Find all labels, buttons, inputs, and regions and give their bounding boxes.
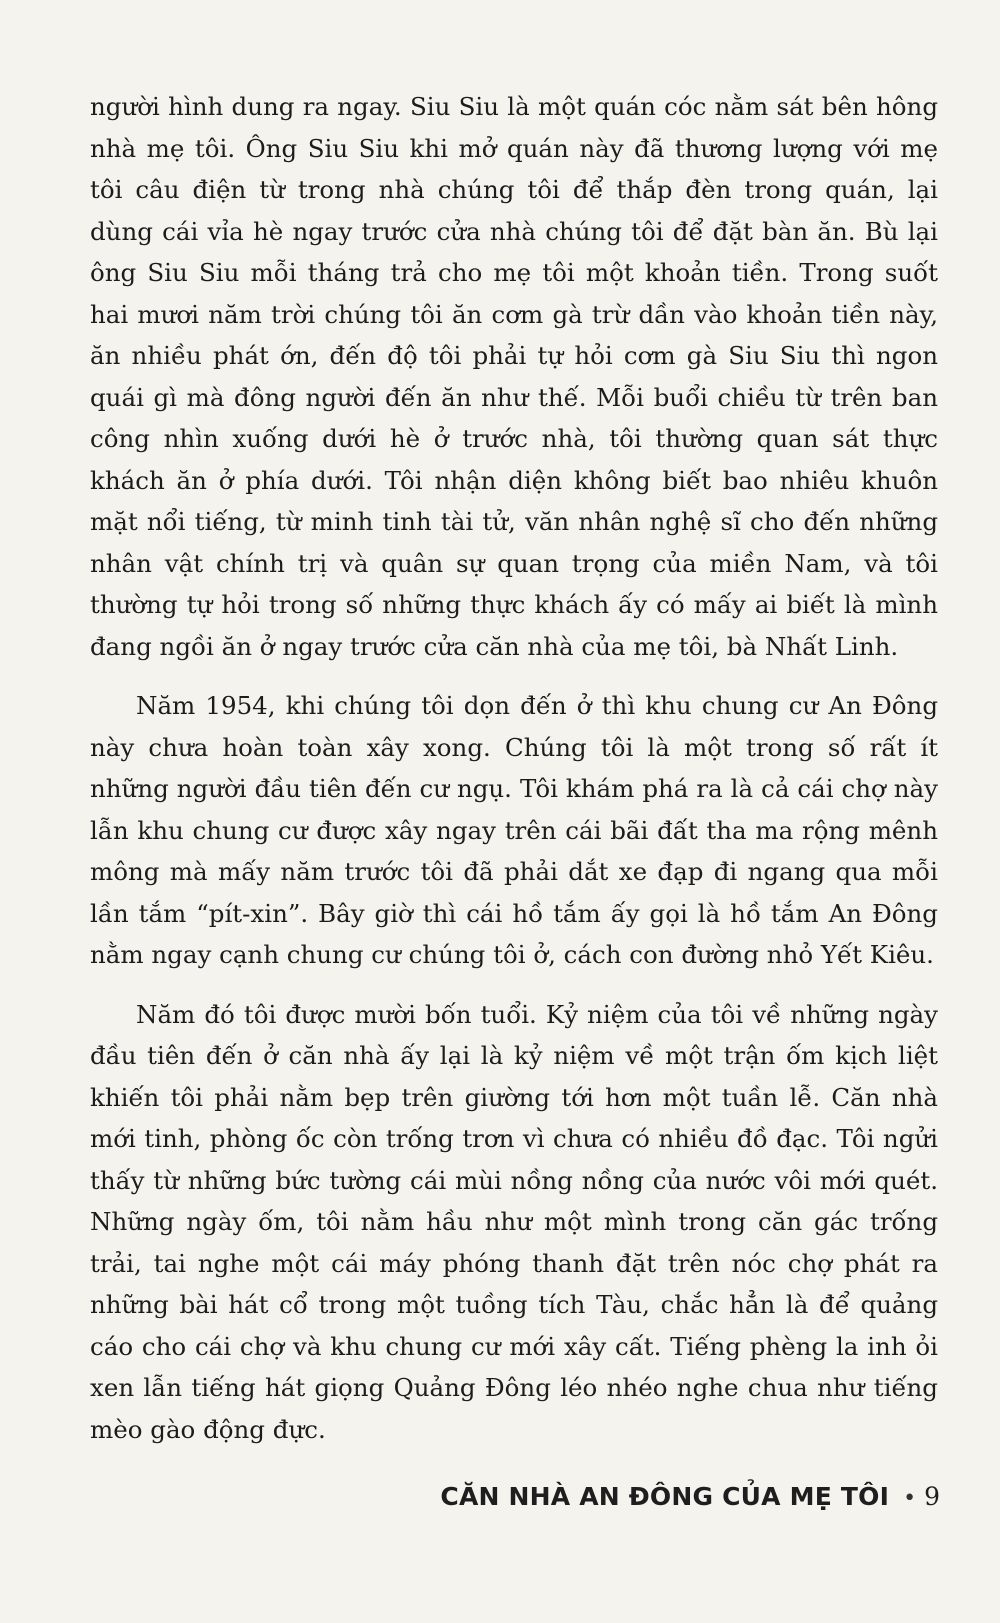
paragraph-continued: người hình dung ra ngay. Siu Siu là một quán cóc nằm sát bên hông nhà mẹ tôi. Ông Siu Siu khi mở quán này đã thương lượng với mẹ tôi câu điện từ trong nhà chúng tôi để thắp đèn trong quán, lại dùng cái vỉa hè ngay trước cửa nhà chúng tôi để đặt bàn ăn. Bù lại ông Siu Siu mỗi tháng trả cho mẹ tôi một khoản tiền. Trong suốt hai mươi năm trời chúng tôi ăn cơm gà trừ dần vào khoản tiền này, ăn nhiều phát ớn, đến độ tôi phải tự hỏi cơm gà Siu Siu thì ngon quái gì mà đông người đến ăn như thế. Mỗi buổi chiều từ trên ban công nhìn xuống dưới hè ở trước nhà, tôi thường quan sát thực khách ăn ở phía dưới. Tôi nhận diện không biết bao nhiêu khuôn mặt nổi tiếng, từ minh tinh tài tử, văn nhân nghệ sĩ cho đến những nhân vật chính trị và quân sự quan trọng của miền Nam, và tôi thường tự hỏi trong số những thực khách ấy có mấy ai biết là mình đang ngồi ăn ở ngay trước cửa căn nhà của mẹ tôi, bà Nhất Linh.	[90, 92, 938, 661]
body-text	[90, 86, 938, 1450]
footer-separator: •	[903, 1486, 917, 1511]
running-title: CĂN NHÀ AN ĐÔNG CỦA MẸ TÔI	[440, 1482, 890, 1511]
page-number: 9	[924, 1482, 940, 1511]
paragraph-an-dong-1954: Năm 1954, khi chúng tôi dọn đến ở thì khu chung cư An Đông này chưa hoàn toàn xây xong. Chúng tôi là một trong số rất ít những người đầu tiên đến cư ngụ. Tôi khám phá ra là cả cái chợ này lẫn khu chung cư được xây ngay trên cái bãi đất tha ma rộng mênh mông mà mấy năm trước tôi đã phải dắt xe đạp đi ngang qua mỗi lần tắm “pít-xin”. Bây giờ thì cái hồ tắm ấy gọi là hồ tắm An Đông nằm ngay cạnh chung cư chúng tôi ở, cách con đường nhỏ Yết Kiêu.	[90, 691, 938, 969]
paragraph-fourteen-years-old: Năm đó tôi được mười bốn tuổi. Kỷ niệm của tôi về những ngày đầu tiên đến ở căn nhà ấy lại là kỷ niệm về một trận ốm kịch liệt khiến tôi phải nằm bẹp trên giường tới hơn một tuần lễ. Căn nhà mới tinh, phòng ốc còn trống trơn vì chưa có nhiều đồ đạc. Tôi ngửi thấy từ những bức tường cái mùi nồng nồng của nước vôi mới quét. Những ngày ốm, tôi nằm hầu như một mình trong căn gác trống trải, tai nghe một cái máy phóng thanh đặt trên nóc chợ phát ra những bài hát cổ trong một tuồng tích Tàu, chắc hẳn là để quảng cáo cho cái chợ và khu chung cư mới xây cất. Tiếng phèng la inh ỏi xen lẫn tiếng hát giọng Quảng Đông léo nhéo nghe chua như tiếng mèo gào động đực.	[90, 999, 938, 1444]
running-footer	[400, 1482, 940, 1511]
